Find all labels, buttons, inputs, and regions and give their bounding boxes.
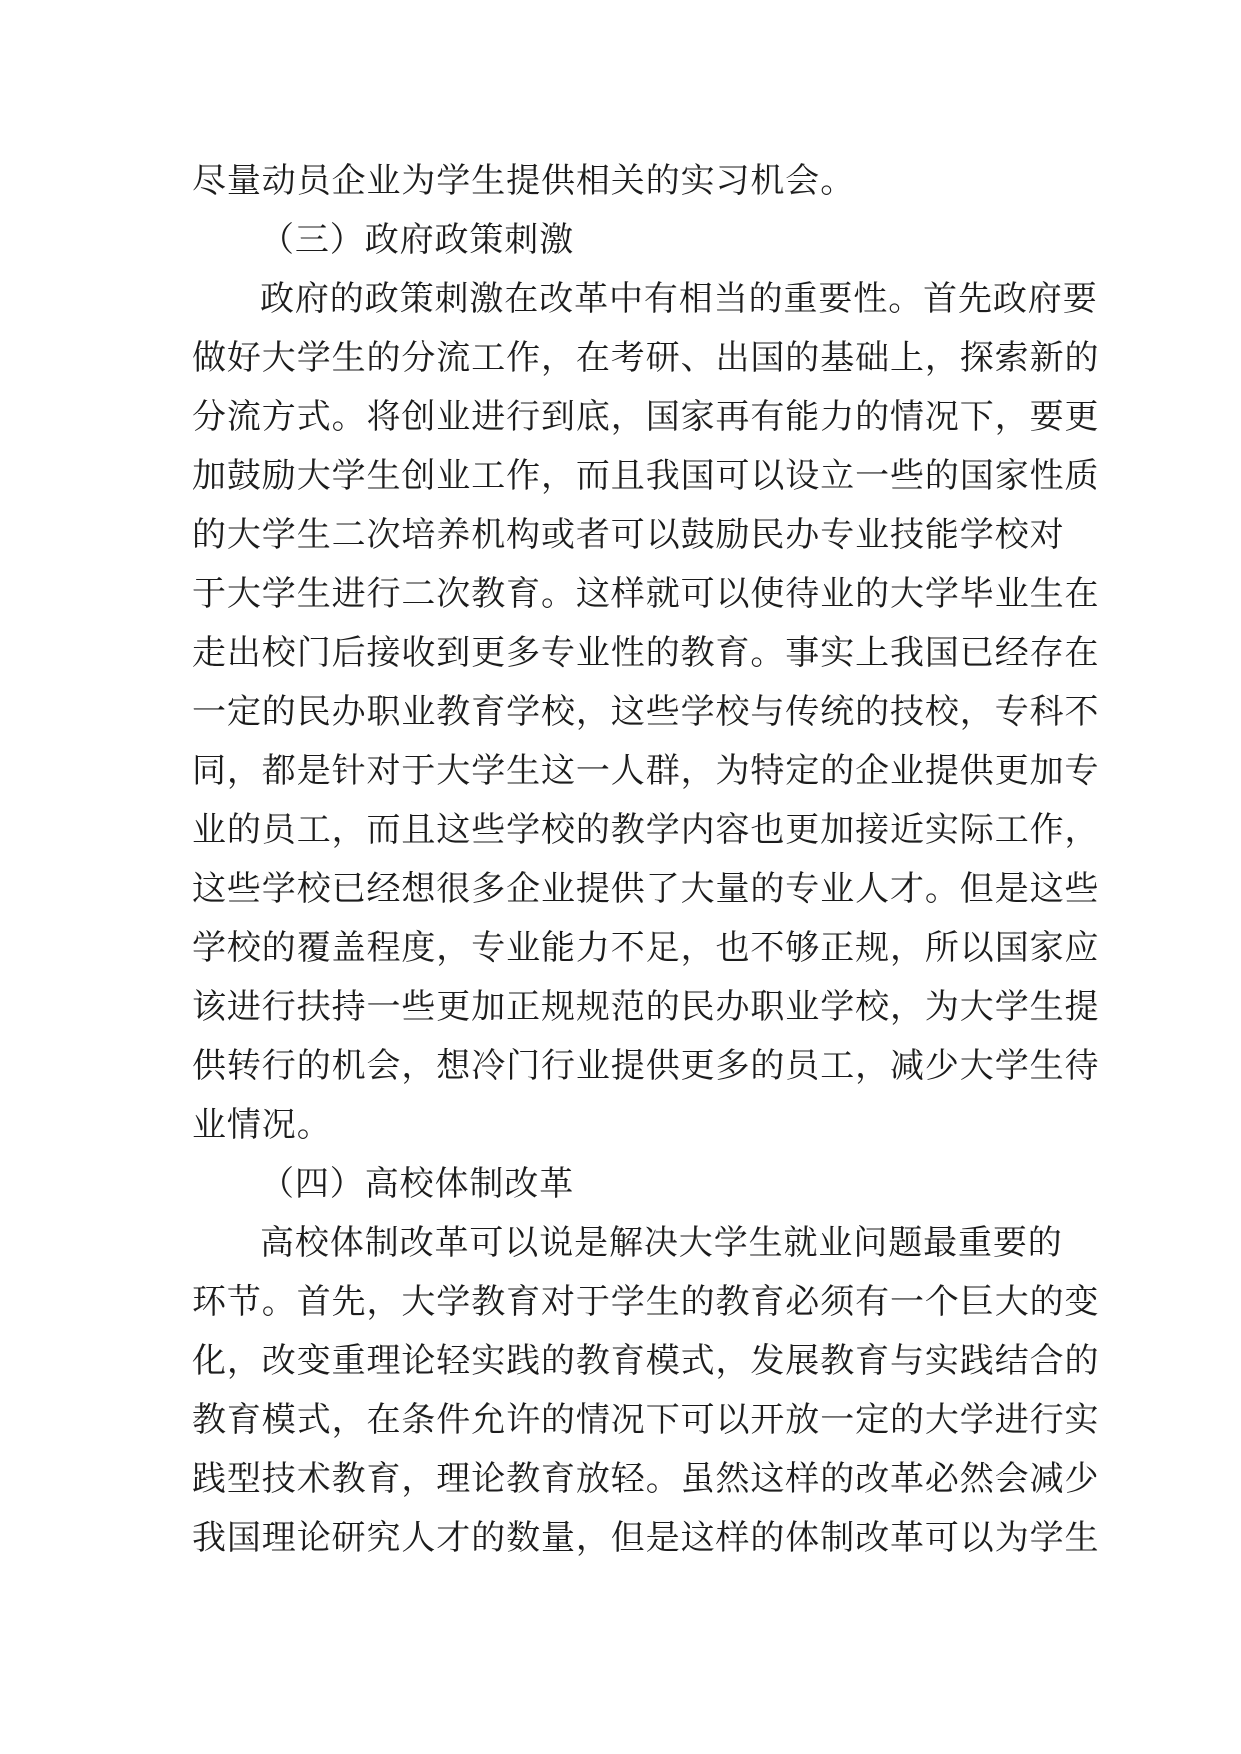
- paragraph-line: 一定的民办职业教育学校，这些学校与传统的技校，专科不: [192, 692, 1100, 732]
- body-text: [192, 152, 1100, 1568]
- paragraph-line: 化，改变重理论轻实践的教育模式，发展教育与实践结合的: [192, 1341, 1100, 1381]
- paragraph-line: 这些学校已经想很多企业提供了大量的专业人才。但是这些: [192, 869, 1100, 909]
- paragraph-line: 该进行扶持一些更加正规规范的民办职业学校，为大学生提: [192, 987, 1100, 1027]
- paragraph-line: 供转行的机会，想冷门行业提供更多的员工，减少大学生待: [192, 1046, 1100, 1086]
- paragraph-line: 做好大学生的分流工作，在考研、出国的基础上，探索新的: [192, 338, 1100, 378]
- paragraph-line: 同，都是针对于大学生这一人群，为特定的企业提供更加专: [192, 751, 1100, 791]
- paragraph-line: 学校的覆盖程度，专业能力不足，也不够正规，所以国家应: [192, 928, 1100, 968]
- paragraph-line: 的大学生二次培养机构或者可以鼓励民办专业技能学校对: [192, 515, 1065, 555]
- section-heading-3: （三）政府政策刺激: [260, 220, 575, 260]
- paragraph-line: 业的员工，而且这些学校的教学内容也更加接近实际工作，: [192, 810, 1100, 850]
- section-heading-4: （四）高校体制改革: [260, 1164, 575, 1204]
- paragraph-line: 高校体制改革可以说是解决大学生就业问题最重要的: [260, 1223, 1063, 1263]
- paragraph-line: 加鼓励大学生创业工作，而且我国可以设立一些的国家性质: [192, 456, 1100, 496]
- paragraph-line: 尽量动员企业为学生提供相关的实习机会。: [192, 161, 856, 201]
- paragraph-line: 业情况。: [192, 1105, 332, 1145]
- paragraph-line: 环节。首先，大学教育对于学生的教育必须有一个巨大的变: [192, 1282, 1100, 1322]
- paragraph-line: 践型技术教育，理论教育放轻。虽然这样的改革必然会减少: [192, 1459, 1100, 1499]
- paragraph-line: 走出校门后接收到更多专业性的教育。事实上我国已经存在: [192, 633, 1100, 673]
- paragraph-line: 我国理论研究人才的数量，但是这样的体制改革可以为学生: [192, 1518, 1100, 1558]
- paragraph-line: 政府的政策刺激在改革中有相当的重要性。首先政府要: [260, 279, 1098, 319]
- paragraph-line: 教育模式，在条件允许的情况下可以开放一定的大学进行实: [192, 1400, 1100, 1440]
- paragraph-line: 于大学生进行二次教育。这样就可以使待业的大学毕业生在: [192, 574, 1100, 614]
- paragraph-line: 分流方式。将创业进行到底，国家再有能力的情况下，要更: [192, 397, 1100, 437]
